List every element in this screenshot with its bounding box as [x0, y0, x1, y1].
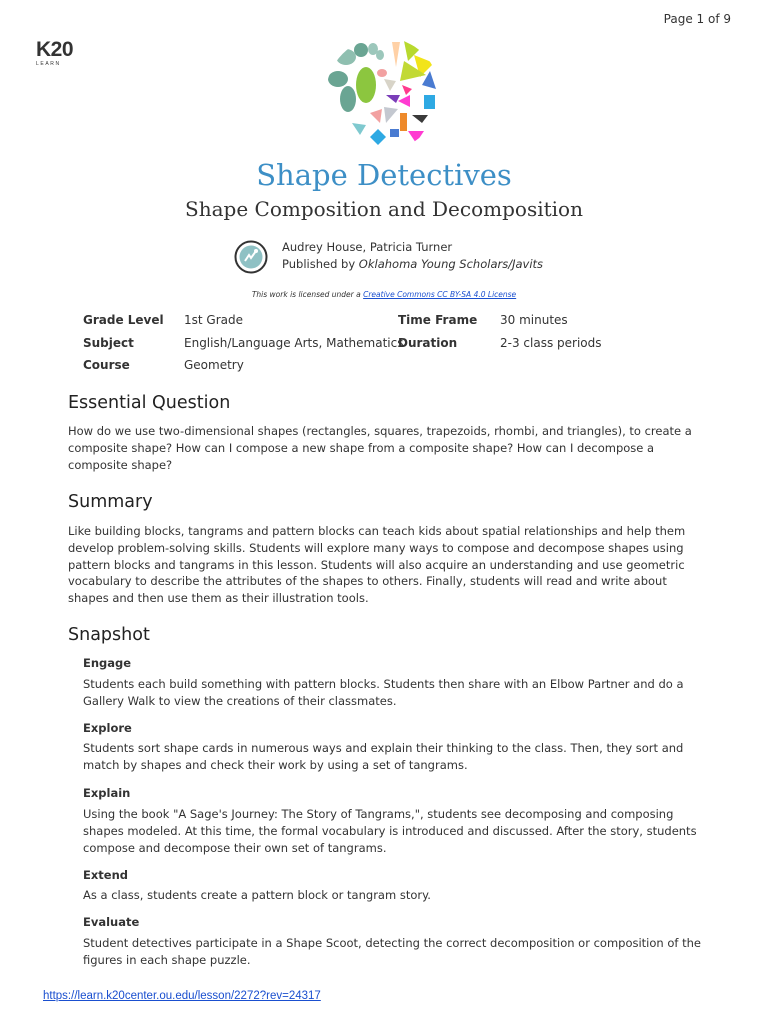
explain-heading: Explain — [83, 786, 131, 800]
time-frame-value: 30 minutes — [500, 313, 568, 327]
essential-question-text: How do we use two-dimensional shapes (rectangles, squares, trapezoids, rhombi, and triangles), to create a composite shape? How can I compose a new shape from a composite shape? How can I decompose a composite shape? — [68, 424, 692, 472]
k20-logo — [36, 40, 78, 67]
logo-main-text: K20 — [36, 38, 74, 61]
engage-heading: Engage — [83, 656, 132, 670]
publisher-org: Oklahoma Young Scholars/Javits — [358, 257, 544, 271]
subject-value: English/Language Arts, Mathematics — [184, 335, 404, 350]
grade-level-label: Grade Level — [83, 313, 164, 327]
shapes-collage-icon — [326, 37, 440, 151]
lesson-title: Shape Detectives — [256, 158, 512, 192]
evaluate-heading: Evaluate — [83, 915, 140, 929]
extend-heading: Extend — [83, 868, 128, 882]
author-block — [282, 239, 543, 273]
page-number: Page 1 of 9 — [663, 12, 731, 26]
engage-text: Students each build something with pattern blocks. Students then share with an Elbow Partner and do a Gallery Walk to view the creations of their classmates. — [83, 677, 684, 708]
grade-level-value: 1st Grade — [184, 313, 243, 327]
publisher-line — [282, 256, 543, 273]
logo-sub-text: LEARN — [36, 61, 61, 67]
license-link[interactable]: Creative Commons CC BY-SA 4.0 License — [363, 290, 517, 299]
essential-question-heading: Essential Question — [68, 393, 231, 413]
duration-label: Duration — [398, 335, 458, 350]
course-value: Geometry — [184, 358, 244, 372]
author-names: Audrey House, Patricia Turner — [282, 240, 453, 254]
snapshot-heading: Snapshot — [68, 625, 150, 645]
explore-heading: Explore — [83, 721, 132, 735]
license-prefix: This work is licensed under a — [251, 290, 364, 299]
duration-value: 2-3 class periods — [500, 335, 602, 350]
extend-text: As a class, students create a pattern block or tangram story. — [83, 888, 431, 902]
explain-text: Using the book "A Sage's Journey: The Story of Tangrams,", students see decomposing and composing shapes modeled. At this time, the formal vocabulary is introduced and discussed. After the story, students compose and decompose their own set of tangrams. — [83, 807, 697, 855]
author-badge-icon — [234, 240, 268, 274]
course-label: Course — [83, 358, 130, 372]
lesson-subtitle: Shape Composition and Decomposition — [185, 197, 583, 221]
explore-text: Students sort shape cards in numerous ways and explain their thinking to the class. Then, they sort and match by shapes and check their work by using a set of tangrams. — [83, 741, 684, 772]
publisher-prefix: Published by — [282, 257, 359, 271]
summary-text: Like building blocks, tangrams and pattern blocks can teach kids about spatial relationships and help them develop problem-solving skills. Students will explore many ways to compose and decompose shapes using pattern blocks and tangrams in this lesson. Students will also acquire an understanding and use geometric vocabulary to describe the attributes of the shapes to others. Finally, students will read and write about shapes and then use them as their illustration tools. — [68, 524, 686, 606]
time-frame-label: Time Frame — [398, 313, 478, 327]
summary-heading: Summary — [68, 492, 153, 512]
footer-url-link[interactable]: https://learn.k20center.ou.edu/lesson/2272?rev=24317 — [43, 990, 321, 1002]
license-line — [0, 290, 768, 299]
evaluate-text: Student detectives participate in a Shape Scoot, detecting the correct decomposition or composition of the figures in each shape puzzle. — [83, 936, 701, 967]
subject-label: Subject — [83, 335, 134, 350]
